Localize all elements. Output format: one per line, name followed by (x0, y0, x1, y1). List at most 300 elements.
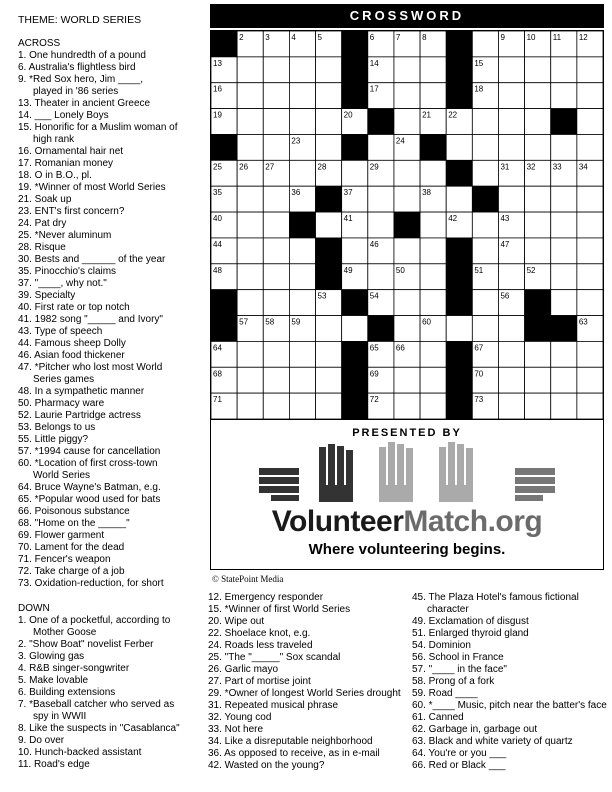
cell-number: 70 (474, 369, 484, 379)
volunteermatch-logo (211, 505, 603, 539)
black-square (420, 134, 446, 160)
grid-cell[interactable] (394, 367, 420, 393)
clue-item: 8. Like the suspects in "Casablanca" (18, 723, 180, 734)
clue-item: 9. *Red Sox hero, Jim ____, (18, 74, 144, 85)
clue-item: 7. *Baseball catcher who served as (18, 699, 175, 710)
grid-cell[interactable] (498, 316, 524, 342)
grid-cell[interactable] (525, 57, 551, 83)
grid-cell[interactable] (472, 160, 498, 186)
clue-item: 6. Building extensions (18, 687, 116, 698)
cell-number: 34 (578, 162, 588, 172)
clue-item: 3. Glowing gas (18, 651, 85, 662)
grid-cell[interactable] (577, 238, 603, 264)
cell-number: 43 (500, 214, 510, 224)
cell-number: 65 (369, 343, 379, 353)
clue-item: 11. Road's edge (18, 759, 90, 770)
grid-cell[interactable] (525, 238, 551, 264)
cell-number: 4 (291, 33, 296, 42)
clue-item: 60. *Location of first cross-town (18, 458, 158, 469)
clue-item: World Series (33, 470, 91, 481)
clue-item: 56. School in France (412, 652, 504, 663)
cell-number: 66 (395, 343, 405, 353)
cell-number: 40 (213, 214, 222, 224)
cell-number: 2 (239, 33, 244, 42)
clue-item: 43. Type of speech (18, 326, 103, 337)
cell-number: 72 (369, 395, 379, 405)
clue-item: 40. First rate or top notch (18, 302, 130, 313)
clue-item: 1. One of a pocketful, according to (18, 615, 171, 626)
clue-item: 30. Bests and ______ of the year (18, 254, 166, 265)
grid-cell[interactable] (316, 341, 342, 367)
clue-item: 60. *____ Music, pitch near the batter's face (412, 700, 607, 711)
clue-item: 73. Oxidation-reduction, for short (18, 578, 164, 589)
grid-cell[interactable] (394, 290, 420, 316)
grid-cell[interactable] (525, 341, 551, 367)
grid-cell[interactable] (498, 341, 524, 367)
copyright: © StatePoint Media (212, 574, 284, 584)
clue-item: 71. Fencer's weapon (18, 554, 111, 565)
grid-svg (211, 31, 603, 419)
clue-item: 4. R&B singer-songwriter (18, 663, 130, 674)
grid-cell[interactable] (472, 316, 498, 342)
clue-item: 17. Romanian money (18, 158, 114, 169)
grid-cell[interactable] (289, 290, 315, 316)
clue-item: 39. Specialty (18, 290, 76, 301)
presented-by-label: PRESENTED BY (352, 427, 462, 439)
cell-number: 42 (448, 214, 458, 224)
grid-cell[interactable] (420, 341, 446, 367)
clue-item: 57. "____ in the face" (412, 664, 507, 675)
grid-cell[interactable] (237, 134, 263, 160)
clue-item: 27. Part of mortise joint (208, 676, 311, 687)
grid-cell[interactable] (289, 393, 315, 419)
black-square (342, 393, 368, 419)
cell-number: 68 (213, 369, 222, 379)
black-square (316, 186, 342, 212)
grid-cell[interactable] (289, 160, 315, 186)
cell-number: 22 (448, 110, 458, 120)
grid-cell[interactable] (577, 109, 603, 135)
clue-item: 24. Pat dry (18, 218, 67, 229)
cell-number: 20 (343, 110, 353, 120)
grid-cell[interactable] (577, 134, 603, 160)
cell-number: 19 (213, 110, 222, 120)
grid-cell[interactable] (394, 393, 420, 419)
grid-cell[interactable] (316, 57, 342, 83)
cell-number: 59 (291, 317, 301, 327)
clue-item: 61. Canned (412, 712, 464, 723)
clue-item: 37. "____, why not." (18, 278, 107, 289)
cell-number: 55 (448, 291, 458, 301)
cell-number: 30 (448, 162, 458, 172)
clue-item: 59. Road ____ (412, 688, 478, 699)
grid-cell[interactable] (316, 109, 342, 135)
grid-cell[interactable] (420, 367, 446, 393)
grid-cell[interactable] (577, 83, 603, 109)
grid-cell[interactable] (237, 186, 263, 212)
clue-item: 5. Make lovable (18, 675, 89, 686)
cell-number: 62 (552, 317, 562, 327)
clue-item: 54. Dominion (412, 640, 471, 651)
clue-item: 29. *Owner of longest World Series drought (208, 688, 401, 699)
grid-cell[interactable] (498, 134, 524, 160)
grid-cell[interactable] (237, 367, 263, 393)
cell-number: 26 (239, 162, 249, 172)
grid-cell[interactable] (551, 212, 577, 238)
black-square (525, 290, 551, 316)
grid-cell[interactable] (394, 109, 420, 135)
black-square (446, 367, 472, 393)
clue-item: 49. Exclamation of disgust (412, 616, 529, 627)
clue-item: 6. Australia's flightless bird (18, 62, 136, 73)
grid-cell[interactable] (368, 134, 394, 160)
grid-cell[interactable] (342, 316, 368, 342)
black-square (342, 57, 368, 83)
grid-cell[interactable] (551, 393, 577, 419)
grid-cell[interactable] (577, 186, 603, 212)
theme-label: THEME: WORLD SERIES (18, 14, 142, 26)
clue-item: 51. Enlarged thyroid gland (412, 628, 529, 639)
grid-cell[interactable] (237, 57, 263, 83)
grid-cell[interactable] (263, 264, 289, 290)
grid-cell[interactable] (394, 83, 420, 109)
grid-cell[interactable] (551, 134, 577, 160)
clue-item: 2. "Show Boat" novelist Ferber (18, 639, 154, 650)
grid-cell[interactable] (577, 290, 603, 316)
cell-number: 21 (422, 110, 431, 120)
clue-item: 48. In a sympathetic manner (18, 386, 145, 397)
clue-item: 53. Belongs to us (18, 422, 96, 433)
clue-item: 70. Lament for the dead (18, 542, 125, 553)
clue-item: 10. Hunch-backed assistant (18, 747, 142, 758)
cell-number: 7 (395, 33, 401, 42)
clue-item: 50. Pharmacy ware (18, 398, 105, 409)
cell-number: 35 (213, 188, 222, 198)
clue-item: 52. Laurie Partridge actress (18, 410, 141, 421)
grid-cell[interactable] (263, 57, 289, 83)
cell-number: 37 (343, 188, 353, 198)
clue-item: played in '86 series (33, 86, 119, 97)
cell-number: 29 (369, 162, 379, 172)
logo-word-volunteer: Volunteer (271, 505, 404, 538)
clue-item: 44. Famous sheep Dolly (18, 338, 126, 349)
grid-cell[interactable] (263, 212, 289, 238)
grid-cell[interactable] (472, 134, 498, 160)
cell-number: 6 (369, 33, 375, 42)
clue-item: 13. Theater in ancient Greece (18, 98, 151, 109)
grid-cell[interactable] (472, 31, 498, 57)
grid-cell[interactable] (551, 57, 577, 83)
grid-cell[interactable] (446, 186, 472, 212)
grid-cell[interactable] (472, 109, 498, 135)
grid-cell[interactable] (263, 393, 289, 419)
grid-cell[interactable] (316, 134, 342, 160)
down-header: DOWN (18, 603, 50, 614)
clue-item: 9. Do over (18, 735, 65, 746)
clue-item: 35. Pinocchio's claims (18, 266, 117, 277)
grid-cell[interactable] (498, 367, 524, 393)
cell-number: 24 (395, 136, 405, 146)
grid-cell[interactable] (525, 83, 551, 109)
black-square (289, 212, 315, 238)
cell-number: 9 (500, 33, 505, 42)
clue-item: 58. Prong of a fork (412, 676, 495, 687)
grid-cell[interactable] (525, 367, 551, 393)
black-square (342, 341, 368, 367)
grid-cell[interactable] (237, 238, 263, 264)
clue-item: 14. ___ Lonely Boys (18, 110, 109, 121)
cell-number: 58 (265, 317, 275, 327)
grid-cell[interactable] (289, 264, 315, 290)
grid-cell[interactable] (263, 341, 289, 367)
clue-item: 24. Roads less traveled (208, 640, 313, 651)
crossword-grid (210, 30, 604, 420)
clue-item: 66. Poisonous substance (18, 506, 130, 517)
across-header: ACROSS (18, 38, 61, 49)
clue-item: 36. As opposed to receive, as in e-mail (208, 748, 380, 759)
grid-cell[interactable] (316, 367, 342, 393)
black-square (368, 109, 394, 135)
cell-number: 41 (343, 214, 353, 224)
black-square (446, 57, 472, 83)
cell-number: 12 (578, 33, 588, 42)
grid-cell[interactable] (577, 341, 603, 367)
grid-cell[interactable] (577, 367, 603, 393)
grid-cell[interactable] (263, 367, 289, 393)
clue-item: 69. Flower garment (18, 530, 105, 541)
sponsor-panel (210, 420, 604, 570)
grid-cell[interactable] (342, 238, 368, 264)
cell-number: 27 (265, 162, 275, 172)
clue-item: 20. Wipe out (208, 616, 265, 627)
black-square (446, 341, 472, 367)
grid-cell[interactable] (498, 264, 524, 290)
cell-number: 61 (526, 317, 536, 327)
grid-cell[interactable] (316, 316, 342, 342)
grid-cell[interactable] (263, 290, 289, 316)
across-clues (18, 38, 208, 590)
cell-number: 60 (422, 317, 431, 327)
grid-cell[interactable] (420, 290, 446, 316)
grid-cell[interactable] (263, 109, 289, 135)
grid-cell[interactable] (420, 238, 446, 264)
clue-item: high rank (33, 134, 75, 145)
cell-number: 16 (213, 84, 222, 94)
clue-item: 12. Emergency responder (208, 592, 324, 603)
grid-cell[interactable] (420, 57, 446, 83)
grid-cell[interactable] (551, 290, 577, 316)
clue-item: Series games (33, 374, 95, 385)
down-clues-col3 (412, 592, 608, 772)
cell-number: 39 (474, 188, 484, 198)
grid-cell[interactable] (316, 212, 342, 238)
grid-cell[interactable] (525, 212, 551, 238)
black-square (551, 109, 577, 135)
clue-item: 55. Little piggy? (18, 434, 89, 445)
black-square (211, 290, 237, 316)
cell-number: 53 (317, 291, 327, 301)
black-square (394, 212, 420, 238)
cell-number: 44 (213, 239, 222, 249)
clue-item: 16. Ornamental hair net (18, 146, 124, 157)
clue-item: 18. O in B.O., pl. (18, 170, 92, 181)
clue-item: 25. "The "_____" Sox scandal (208, 652, 341, 663)
clue-item: 57. *1994 cause for cancellation (18, 446, 161, 457)
grid-cell[interactable] (472, 212, 498, 238)
grid-cell[interactable] (472, 238, 498, 264)
grid-cell[interactable] (525, 109, 551, 135)
cell-number: 3 (265, 33, 270, 42)
cell-number: 32 (526, 162, 536, 172)
grid-cell[interactable] (551, 238, 577, 264)
cell-number: 52 (526, 265, 536, 275)
cell-number: 38 (422, 188, 431, 198)
cell-number: 57 (239, 317, 249, 327)
cell-number: 14 (369, 58, 379, 68)
clue-item: 22. Shoelace knot, e.g. (208, 628, 311, 639)
cell-number: 10 (526, 33, 536, 42)
grid-cell[interactable] (342, 160, 368, 186)
grid-cell[interactable] (551, 264, 577, 290)
grid-cell[interactable] (394, 186, 420, 212)
cell-number: 31 (500, 162, 510, 172)
clue-item: 19. *Winner of most World Series (18, 182, 166, 193)
clue-item: 62. Garbage in, garbage out (412, 724, 538, 735)
clue-item: 64. You're or you ___ (412, 748, 507, 759)
clue-item: 28. Risque (18, 242, 66, 253)
cell-number: 46 (369, 239, 379, 249)
clue-item: 1. One hundredth of a pound (18, 50, 146, 61)
grid-cell[interactable] (394, 238, 420, 264)
grid-cell[interactable] (289, 367, 315, 393)
down-clues-col2 (208, 592, 403, 772)
clue-item: 66. Red or Black ___ (412, 760, 506, 771)
clue-item: spy in WWII (33, 711, 87, 722)
black-square (342, 290, 368, 316)
cell-number: 69 (369, 369, 379, 379)
clue-item: 26. Garlic mayo (208, 664, 279, 675)
grid-cell[interactable] (551, 186, 577, 212)
grid-cell[interactable] (394, 316, 420, 342)
black-square (446, 393, 472, 419)
grid-cell[interactable] (525, 134, 551, 160)
grid-cell[interactable] (525, 186, 551, 212)
clue-item: 33. Not here (208, 724, 264, 735)
grid-cell[interactable] (551, 83, 577, 109)
cell-number: 51 (474, 265, 484, 275)
grid-cell[interactable] (237, 290, 263, 316)
grid-cell[interactable] (289, 83, 315, 109)
grid-cell[interactable] (577, 57, 603, 83)
cell-number: 56 (500, 291, 510, 301)
grid-cell[interactable] (394, 57, 420, 83)
down-clues-col1 (18, 603, 208, 771)
grid-cell[interactable] (525, 393, 551, 419)
cell-number: 63 (578, 317, 588, 327)
grid-cell[interactable] (237, 393, 263, 419)
grid-cell[interactable] (263, 186, 289, 212)
cell-number: 15 (474, 58, 484, 68)
clue-item: 32. Young cod (208, 712, 272, 723)
grid-cell[interactable] (420, 264, 446, 290)
cell-number: 5 (317, 33, 322, 42)
grid-cell[interactable] (577, 264, 603, 290)
grid-cell[interactable] (289, 341, 315, 367)
grid-cell[interactable] (498, 57, 524, 83)
grid-cell[interactable] (498, 109, 524, 135)
clue-item: Mother Goose (33, 627, 97, 638)
grid-cell[interactable] (316, 83, 342, 109)
black-square (211, 316, 237, 342)
black-square (446, 31, 472, 57)
cell-number: 73 (474, 395, 484, 405)
clue-item: 34. Like a disreputable neighborhood (208, 736, 373, 747)
grid-cell[interactable] (446, 134, 472, 160)
grid-cell[interactable] (237, 341, 263, 367)
grid-cell[interactable] (263, 134, 289, 160)
clue-item: 72. Take charge of a job (18, 566, 125, 577)
grid-cell[interactable] (577, 212, 603, 238)
grid-cell[interactable] (420, 212, 446, 238)
cell-number: 50 (395, 265, 405, 275)
grid-cell[interactable] (394, 160, 420, 186)
grid-cell[interactable] (289, 238, 315, 264)
black-square (446, 264, 472, 290)
grid-cell[interactable] (420, 393, 446, 419)
clue-item: 42. Wasted on the young? (208, 760, 325, 771)
grid-cell[interactable] (289, 109, 315, 135)
grid-cell[interactable] (498, 83, 524, 109)
clue-item: 64. Bruce Wayne's Batman, e.g. (18, 482, 161, 493)
grid-cell[interactable] (368, 186, 394, 212)
cell-number: 8 (422, 33, 427, 42)
cell-number: 11 (552, 33, 562, 42)
cell-number: 48 (213, 265, 222, 275)
clue-item: 45. The Plaza Hotel's famous fictional (412, 592, 579, 603)
grid-cell[interactable] (263, 238, 289, 264)
black-square (211, 134, 237, 160)
grid-cell[interactable] (446, 316, 472, 342)
cell-number: 47 (500, 239, 510, 249)
clue-item: 25. *Never aluminum (18, 230, 112, 241)
clue-item: 15. *Winner of first World Series (208, 604, 351, 615)
grid-cell[interactable] (420, 83, 446, 109)
grid-cell[interactable] (472, 290, 498, 316)
grid-cell[interactable] (237, 264, 263, 290)
grid-cell[interactable] (420, 160, 446, 186)
grid-cell[interactable] (498, 186, 524, 212)
grid-cell[interactable] (368, 212, 394, 238)
clue-item: 68. "Home on the _____" (18, 518, 130, 529)
logo-tagline: Where volunteering begins. (308, 541, 506, 558)
grid-cell[interactable] (263, 83, 289, 109)
cell-number: 33 (552, 162, 562, 172)
grid-cell[interactable] (551, 341, 577, 367)
clue-item: 21. Soak up (18, 194, 72, 205)
grid-cell[interactable] (368, 264, 394, 290)
grid-cell[interactable] (237, 83, 263, 109)
grid-cell[interactable] (551, 367, 577, 393)
grid-cell[interactable] (237, 109, 263, 135)
grid-cell[interactable] (498, 393, 524, 419)
black-square (368, 316, 394, 342)
grid-cell[interactable] (237, 212, 263, 238)
cell-number: 1 (213, 33, 218, 42)
clue-item: 15. Honorific for a Muslim woman of (18, 122, 178, 133)
grid-cell[interactable] (316, 393, 342, 419)
grid-cell[interactable] (577, 393, 603, 419)
grid-cell[interactable] (289, 57, 315, 83)
